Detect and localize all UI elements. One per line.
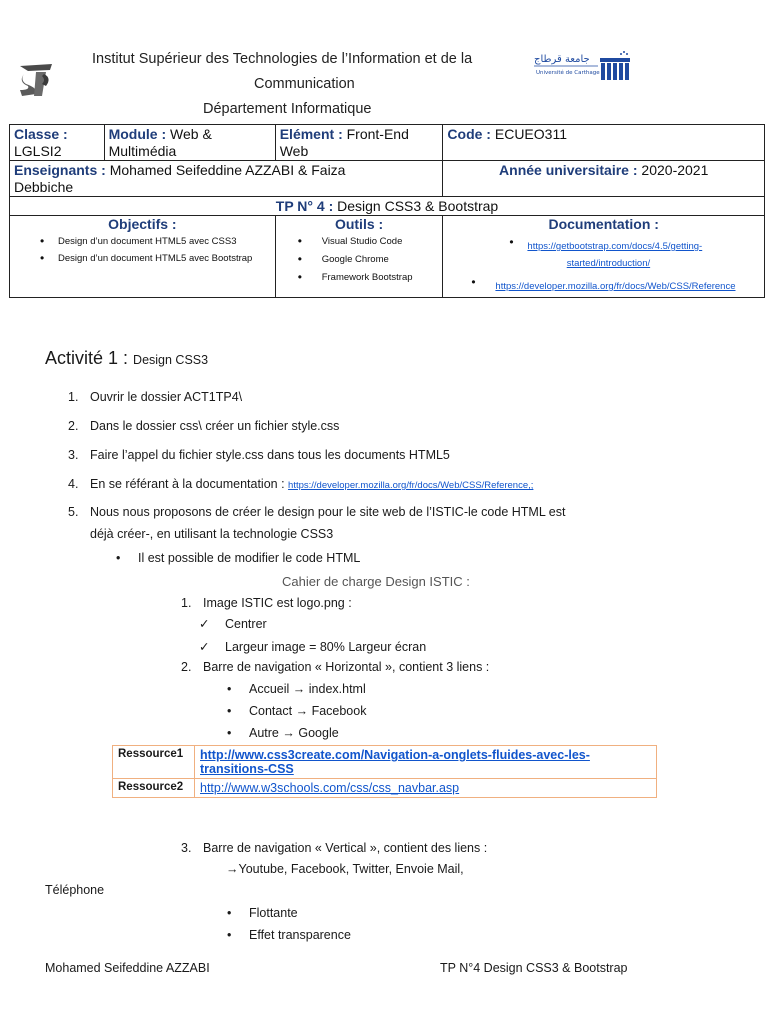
nav-target: index.html <box>308 682 366 696</box>
element-cell <box>275 125 443 161</box>
vertical-nav-option <box>227 906 298 920</box>
tp-cell <box>10 197 765 216</box>
step-5-continuation: déjà créer-, en utilisant la technologie CSS3 <box>90 527 334 541</box>
check-text: Centrer <box>225 617 267 631</box>
arrow-right-icon: → <box>292 682 306 696</box>
step-text: En se référant à la documentation : <box>90 477 285 491</box>
option-text: Flottante <box>249 906 298 920</box>
enseignants-cell <box>10 161 443 197</box>
bullet: • <box>227 906 232 920</box>
bullet: • <box>116 551 121 565</box>
doc-link-getbootstrap[interactable]: https://getbootstrap.com/docs/4.5/getting-started/introduction/ <box>527 241 703 269</box>
cahier-item-1 <box>181 596 352 610</box>
annee-label: Année universitaire : <box>499 162 638 178</box>
step-3 <box>68 448 450 462</box>
tp-value: Design CSS3 & Bootstrap <box>337 198 499 214</box>
tp-label: TP N° 4 : <box>275 198 334 214</box>
list-item: • Google Chrome <box>276 254 443 266</box>
step-1 <box>68 390 242 404</box>
module-cell <box>104 125 275 161</box>
table-row <box>113 779 657 798</box>
objectifs-title: Objectifs : <box>108 216 177 232</box>
check-item <box>199 616 267 631</box>
item-text: Barre de navigation « Horizontal », contient 3 liens : <box>203 660 490 674</box>
vertical-nav-links-wrap: Téléphone <box>45 883 105 897</box>
resource-label: Ressource2 <box>113 779 195 798</box>
code-cell <box>443 125 765 161</box>
outils-list <box>276 233 443 293</box>
step-text: Nous nous proposons de créer le design pour le site web de l’ISTIC-le code HTML est <box>90 505 566 519</box>
objectifs-cell <box>10 216 276 298</box>
annee-value: 2020-2021 <box>641 162 709 178</box>
classe-value: LGLSI2 <box>14 143 62 159</box>
code-label: Code : <box>447 126 491 142</box>
objectifs-list <box>10 233 275 273</box>
course-info-table <box>9 124 765 298</box>
check-text: Largeur image = 80% Largeur écran <box>225 640 427 654</box>
step-number: 3. <box>68 448 79 462</box>
activity-title-main: Activité 1 : <box>45 348 129 368</box>
item-number: 2. <box>181 660 192 674</box>
element-value: Front-End Web <box>279 126 409 159</box>
istic-logo-icon <box>16 60 56 100</box>
option-text: Effet transparence <box>249 928 351 942</box>
resource-link-css3create[interactable]: http://www.css3create.com/Navigation-a-onglets-fluides-avec-les- transitions-CSS <box>200 748 590 776</box>
cahier-title: Cahier de charge Design ISTIC : <box>282 574 470 589</box>
cahier-item-3 <box>181 841 487 855</box>
annee-cell <box>443 161 765 197</box>
item-text: Image ISTIC est logo.png : <box>203 596 352 610</box>
module-value: Web & Multimédia <box>108 126 212 159</box>
doc-link-mdn-css[interactable]: https://developer.mozilla.org/fr/docs/Web/CSS/Reference <box>495 281 736 292</box>
bullet: • <box>227 682 232 696</box>
doc-link-2-wrap <box>443 270 764 297</box>
logo-arabic-text: جامعة قرطاج <box>534 54 590 65</box>
step-text: Ouvrir le dossier ACT1TP4\ <box>90 390 243 404</box>
nav-item-contact <box>227 704 366 718</box>
bullet: • <box>227 928 232 942</box>
nav-item-autre <box>227 726 339 740</box>
step-text: Dans le dossier css\ créer un fichier style.css <box>90 419 340 433</box>
enseignants-value: Mohamed Seifeddine AZZABI & Faiza Debbiche <box>14 162 346 195</box>
institute-name-line2: Communication <box>254 76 355 92</box>
vertical-nav-option <box>227 928 351 942</box>
nav-target: Facebook <box>311 704 367 718</box>
mdn-reference-link[interactable]: https://developer.mozilla.org/fr/docs/Web/CSS/Reference,; <box>288 480 534 491</box>
note-text: Il est possible de modifier le code HTML <box>138 551 361 565</box>
logo-french-text: Université de Carthage <box>536 70 600 76</box>
item-number: 3. <box>181 841 192 855</box>
documentation-title: Documentation : <box>548 216 659 232</box>
activity-title <box>45 348 208 369</box>
arrow-right-icon: → <box>226 862 239 876</box>
arrow-right-icon: → <box>282 726 295 740</box>
bullet: • <box>227 704 232 718</box>
step-2 <box>68 419 339 433</box>
step-number: 2. <box>68 419 79 433</box>
step-4 <box>68 477 533 491</box>
outils-title: Outils : <box>334 216 384 232</box>
classe-cell <box>10 125 105 161</box>
nav-label: Contact <box>249 704 293 718</box>
step-number: 5. <box>68 505 79 519</box>
step-number: 4. <box>68 477 79 491</box>
resources-table <box>112 745 657 798</box>
documentation-cell <box>443 216 765 298</box>
enseignants-label: Enseignants : <box>14 162 106 178</box>
list-item: • Framework Bootstrap <box>276 272 443 284</box>
outils-cell <box>275 216 443 298</box>
resource-label: Ressource1 <box>113 746 195 779</box>
list-item: • Design d’un document HTML5 avec CSS3 <box>10 236 275 248</box>
classe-label: Classe : <box>14 126 68 142</box>
footer-tp: TP N°4 Design CSS3 & Bootstrap <box>440 961 628 975</box>
nav-label: Autre <box>249 726 279 740</box>
bullet: • <box>227 726 232 740</box>
arrow-right-icon: → <box>295 704 309 718</box>
note-item <box>116 551 360 565</box>
resource-link-cell <box>195 779 657 798</box>
check-icon: ✓ <box>199 640 210 654</box>
doc-link-1-wrap <box>443 233 703 270</box>
resource-link-w3schools[interactable]: http://www.w3schools.com/css/css_navbar.asp <box>200 781 460 795</box>
cahier-item-2 <box>181 660 489 674</box>
step-5 <box>68 505 565 519</box>
universite-de-carthage-logo-icon <box>532 48 632 84</box>
table-row <box>113 746 657 779</box>
institute-name-line1: Institut Supérieur des Technologies de l’Information et de la <box>92 51 473 67</box>
department-name: Département Informatique <box>203 101 372 117</box>
vertical-links-text: Youtube, Facebook, Twitter, Envoie Mail, <box>238 862 464 876</box>
nav-label: Accueil <box>249 682 290 696</box>
resource-link-cell <box>195 746 657 779</box>
module-label: Module : <box>108 126 167 142</box>
nav-item-accueil <box>227 682 366 696</box>
footer-author: Mohamed Seifeddine AZZABI <box>45 961 210 975</box>
vertical-nav-links <box>226 862 464 876</box>
element-label: Elément : <box>279 126 343 142</box>
activity-subtitle: Design CSS3 <box>133 353 209 367</box>
nav-target: Google <box>298 726 339 740</box>
check-icon: ✓ <box>199 617 210 631</box>
list-item: • Visual Studio Code <box>276 236 443 248</box>
bullet: • <box>509 235 514 249</box>
item-number: 1. <box>181 596 192 610</box>
step-number: 1. <box>68 390 79 404</box>
check-item <box>199 639 426 654</box>
item-text: Barre de navigation « Vertical », contient des liens : <box>203 841 488 855</box>
code-value: ECUEO311 <box>494 126 567 142</box>
step-text: Faire l’appel du fichier style.css dans tous les documents HTML5 <box>90 448 450 462</box>
list-item: • Design d’un document HTML5 avec Bootstrap <box>10 253 275 265</box>
bullet: • <box>471 275 476 289</box>
